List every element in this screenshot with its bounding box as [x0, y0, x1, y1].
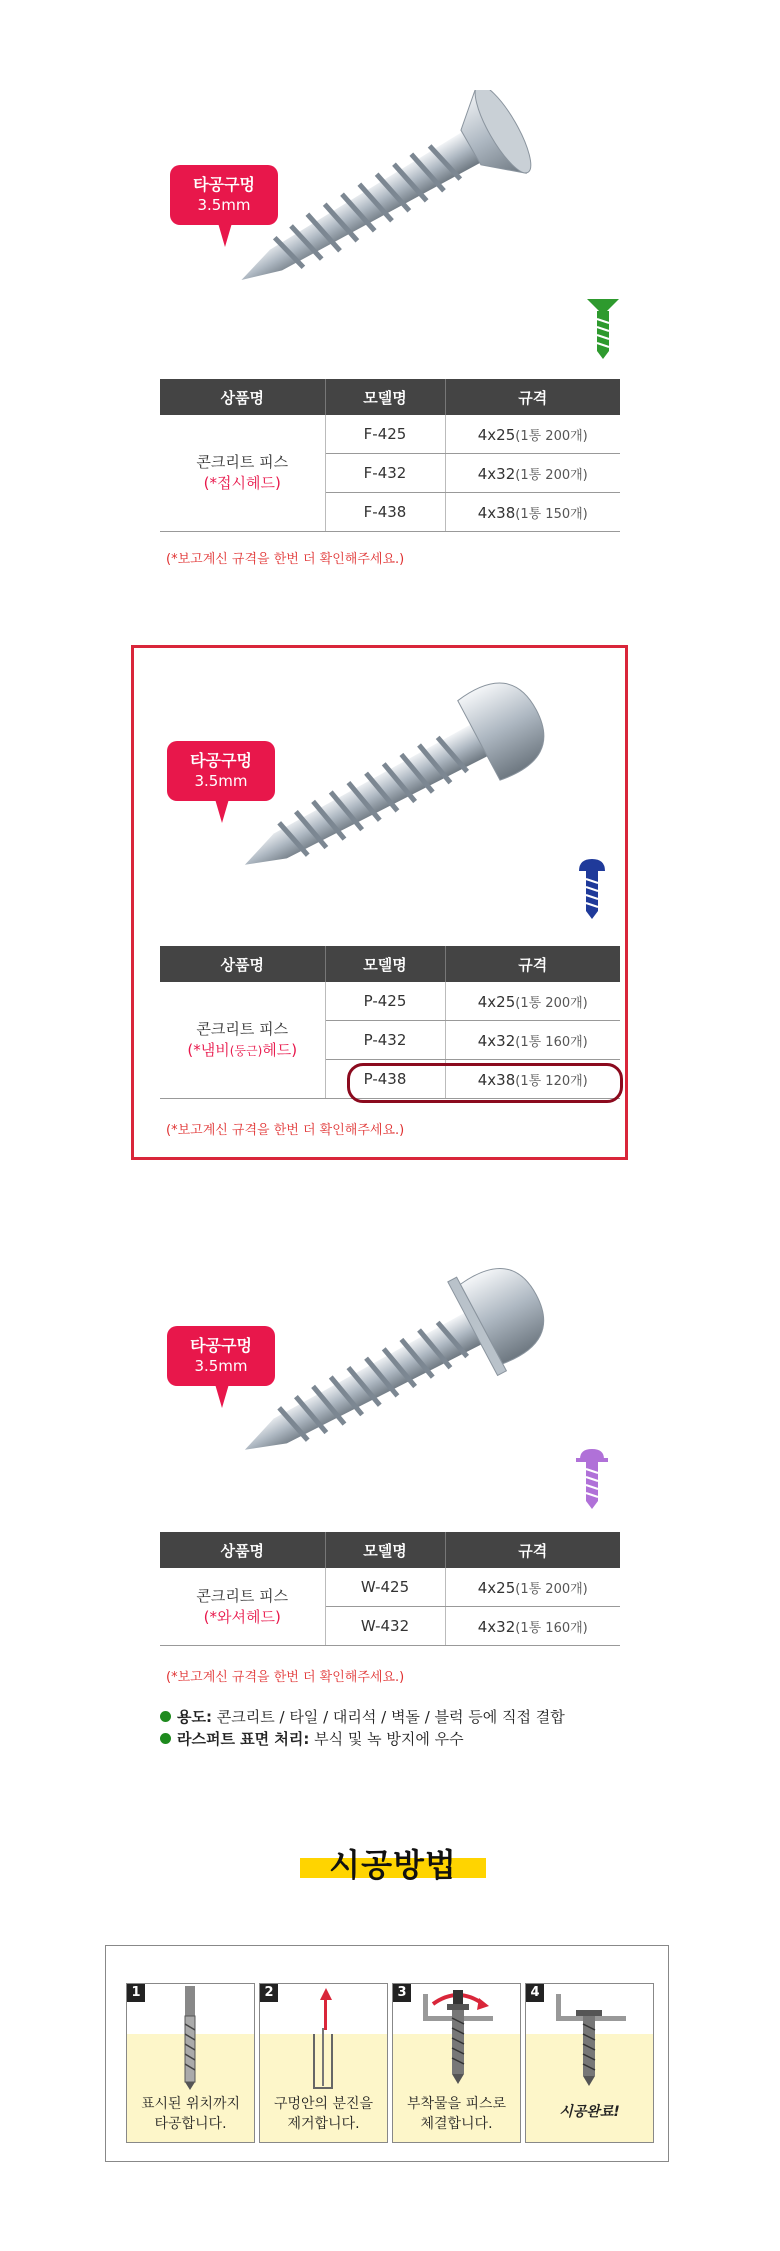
head-type: (*와셔헤드) [203, 1607, 281, 1626]
size: 4x32 [477, 1031, 516, 1050]
model-cell: F-432 [325, 454, 445, 493]
model-cell: P-438 [325, 1060, 445, 1099]
quantity: (1통 160개) [515, 1034, 588, 1050]
hole-size-bubble [167, 1326, 275, 1386]
step-caption [526, 2102, 653, 2122]
bullet-dot [160, 1733, 171, 1744]
step-caption [393, 2094, 520, 2134]
step-number: 2 [260, 1984, 278, 2002]
how-to-steps [105, 1945, 669, 2162]
step-caption [127, 2094, 254, 2134]
quantity: (1통 120개) [515, 1073, 588, 1089]
step-number: 1 [127, 1984, 145, 2002]
size: 4x38 [477, 1070, 516, 1089]
step-caption-line2: 제거합니다. [287, 2116, 360, 2132]
step-caption-line2: 체결합니다. [420, 2116, 493, 2132]
model-cell: P-432 [325, 1021, 445, 1060]
spec-check-note: (*보고계신 규격을 한번 더 확인해주세요.) [166, 552, 405, 567]
surface-treatment-line [160, 1728, 464, 1749]
quantity: (1통 150개) [515, 506, 588, 522]
dust-removal-icon [308, 1988, 338, 2092]
quantity: (1통 200개) [515, 467, 588, 483]
bullet-dot [160, 1711, 171, 1722]
drill-bit-icon [177, 1986, 203, 2090]
spec-cell [445, 1021, 620, 1060]
product-name-cell [160, 1568, 325, 1646]
quantity: (1통 200개) [515, 428, 588, 444]
quantity: (1통 160개) [515, 1620, 588, 1636]
col-header-model: 모델명 [325, 379, 445, 415]
surface-text: 부식 및 녹 방지에 우수 [314, 1730, 464, 1748]
product-name-cell [160, 982, 325, 1099]
size: 4x25 [477, 1578, 516, 1597]
step-2 [259, 1983, 388, 2143]
bubble-size: 3.5mm [197, 196, 251, 214]
step-caption [260, 2094, 387, 2134]
how-to-title-text: 시공방법 [329, 1846, 457, 1884]
step-caption-line2: 타공합니다. [154, 2116, 227, 2132]
selected-row-highlight [347, 1063, 623, 1103]
model-cell: W-432 [325, 1607, 445, 1646]
spec-cell [445, 982, 620, 1021]
bubble-title: 타공구멍 [190, 1336, 252, 1355]
usage-label: 용도: [177, 1708, 212, 1726]
washer-head-screw-icon [575, 1447, 609, 1509]
step-number: 3 [393, 1984, 411, 2002]
col-header-product: 상품명 [160, 379, 325, 415]
spec-check-note: (*보고계신 규격을 한번 더 확인해주세요.) [166, 1670, 405, 1685]
product-section-washer-head [0, 1230, 780, 1700]
step-caption-line1: 시공완료! [559, 2104, 620, 2120]
model-cell: W-425 [325, 1568, 445, 1607]
spec-cell [445, 1568, 620, 1607]
table-row [160, 1568, 620, 1607]
col-header-spec: 규격 [445, 1532, 620, 1568]
col-header-spec: 규격 [445, 379, 620, 415]
col-header-model: 모델명 [325, 1532, 445, 1568]
pan-head-screw-icon [577, 857, 607, 919]
product-name: 콘크리트 피스 [196, 1586, 289, 1605]
step-number: 4 [526, 1984, 544, 2002]
spec-cell [445, 1607, 620, 1646]
spec-cell [445, 415, 620, 454]
step-caption-line1: 구멍안의 분진을 [273, 2096, 374, 2112]
spec-cell [445, 493, 620, 532]
product-name: 콘크리트 피스 [196, 1019, 289, 1038]
spec-cell [445, 454, 620, 493]
col-header-model: 모델명 [325, 946, 445, 982]
product-section-flat-head [0, 0, 780, 600]
quantity: (1통 200개) [515, 1581, 588, 1597]
usage-line [160, 1706, 565, 1727]
step-caption-line1: 표시된 위치까지 [140, 2096, 241, 2112]
col-header-product: 상품명 [160, 946, 325, 982]
col-header-product: 상품명 [160, 1532, 325, 1568]
step-caption-line1: 부착물을 피스로 [406, 2096, 507, 2112]
usage-text: 콘크리트 / 타일 / 대리석 / 벽돌 / 블럭 등에 직접 결합 [216, 1708, 565, 1726]
col-header-spec: 규격 [445, 946, 620, 982]
table-row [160, 982, 620, 1021]
spec-table [160, 1532, 620, 1646]
size: 4x38 [477, 503, 516, 522]
surface-label: 라스퍼트 표면 처리: [177, 1730, 310, 1748]
table-row [160, 415, 620, 454]
size: 4x25 [477, 425, 516, 444]
model-cell: F-425 [325, 415, 445, 454]
spec-check-note: (*보고계신 규격을 한번 더 확인해주세요.) [166, 1123, 405, 1138]
size: 4x25 [477, 992, 516, 1011]
model-cell: F-438 [325, 493, 445, 532]
product-name-cell [160, 415, 325, 532]
bubble-size: 3.5mm [194, 772, 248, 790]
size: 4x32 [477, 464, 516, 483]
head-type [160, 1040, 325, 1062]
product-section-pan-head [0, 645, 780, 1160]
head-type-a: (*냄비 [187, 1040, 230, 1059]
completed-screw-icon [546, 1986, 636, 2090]
hole-size-bubble [167, 741, 275, 801]
step-3 [392, 1983, 521, 2143]
spec-table [160, 379, 620, 532]
product-name: 콘크리트 피스 [196, 453, 289, 471]
step-1 [126, 1983, 255, 2143]
step-4 [525, 1983, 654, 2143]
how-to-title [300, 1840, 486, 1884]
quantity: (1통 200개) [515, 995, 588, 1011]
head-type-b: (둥근) [229, 1043, 263, 1058]
flat-head-screw-icon [585, 297, 621, 359]
bubble-title: 타공구멍 [193, 175, 255, 194]
fasten-screw-icon [413, 1986, 503, 2090]
bubble-size: 3.5mm [194, 1357, 248, 1375]
hole-size-bubble [170, 165, 278, 225]
head-type: (*접시헤드) [203, 474, 281, 492]
size: 4x32 [477, 1617, 516, 1636]
bubble-title: 타공구멍 [190, 751, 252, 770]
model-cell: P-425 [325, 982, 445, 1021]
head-type-c: 헤드) [262, 1040, 298, 1059]
